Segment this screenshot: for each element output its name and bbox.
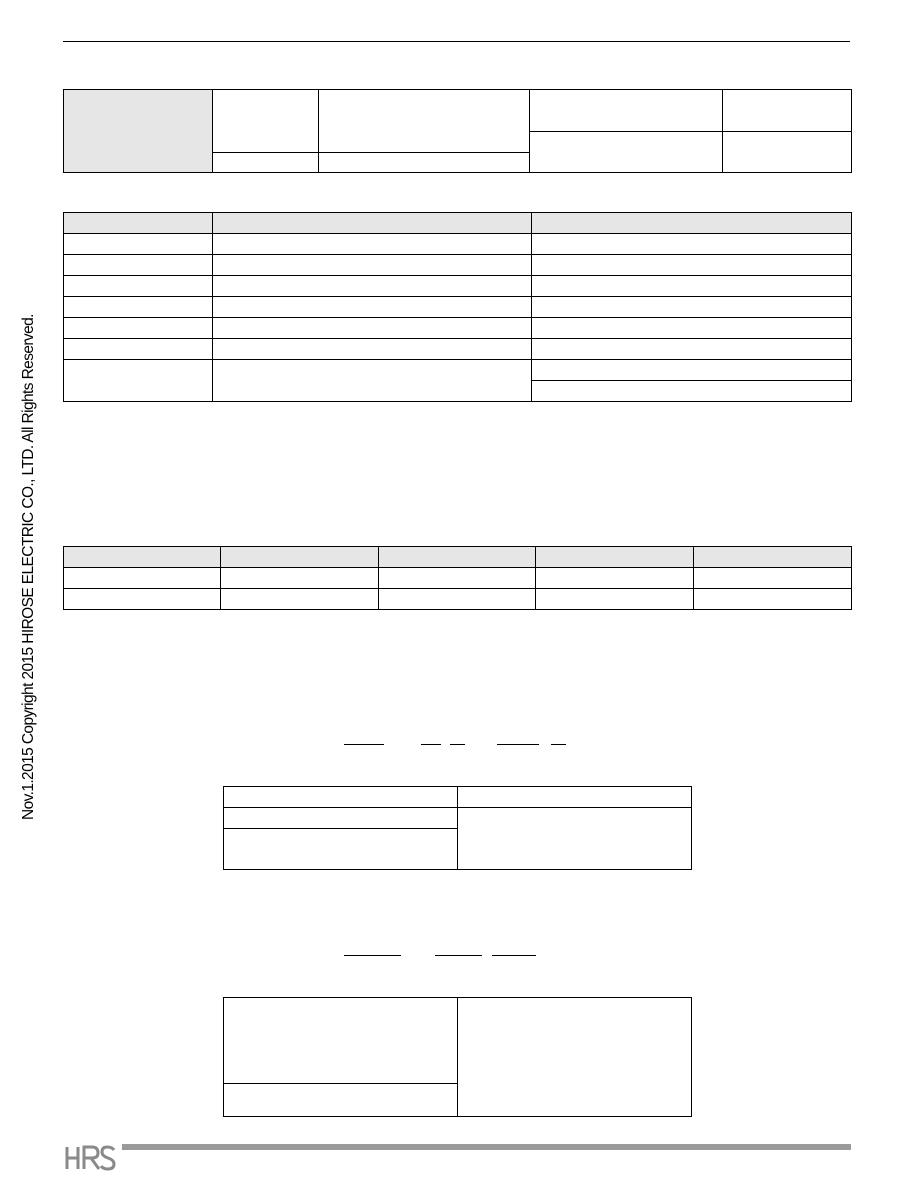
column-header [536, 547, 694, 568]
logo-text: HRS [64, 1144, 67, 1145]
header-cell [213, 153, 319, 173]
copyright-notice: Nov.1.2015 Copyright 2015 HIROSE ELECTRIC CO., LTD. All Rights Reserved. [20, 314, 37, 820]
part-number-underline [421, 744, 441, 745]
part-number-underline [435, 955, 482, 956]
column-header [694, 547, 852, 568]
header-rule [63, 41, 850, 42]
table-row [64, 318, 852, 339]
part-number-underline [344, 744, 384, 745]
table-row [224, 787, 692, 808]
table-row [64, 589, 852, 610]
column-header [221, 547, 379, 568]
spec-header-table [63, 89, 852, 173]
part-number-underline [492, 955, 536, 956]
header-cell [530, 132, 723, 173]
table-row [64, 360, 852, 381]
table-row [64, 568, 852, 589]
footer-bar [122, 1144, 851, 1150]
table-row [64, 234, 852, 255]
header-cell [723, 132, 852, 173]
header-label-cell [64, 90, 213, 173]
table-row [64, 339, 852, 360]
material-table [63, 546, 852, 610]
column-header [379, 547, 536, 568]
column-header [532, 213, 852, 234]
header-cell [319, 153, 530, 173]
ordering-info-table-2 [223, 997, 692, 1117]
table-row [64, 255, 852, 276]
part-number-underline [497, 744, 539, 745]
part-number-underline [450, 744, 465, 745]
table-row [64, 297, 852, 318]
column-header [213, 213, 532, 234]
part-number-underline [551, 744, 566, 745]
column-header [64, 213, 213, 234]
hrs-logo [64, 1144, 116, 1172]
part-number-underline [344, 955, 401, 956]
header-cell [530, 90, 723, 132]
table-row [64, 276, 852, 297]
header-cell [319, 90, 530, 153]
header-cell [213, 90, 319, 153]
table-row [224, 998, 692, 1084]
specification-table [63, 212, 852, 402]
header-cell [723, 90, 852, 132]
column-header [64, 547, 221, 568]
table-row [224, 808, 692, 829]
ordering-info-table-1 [223, 786, 692, 870]
